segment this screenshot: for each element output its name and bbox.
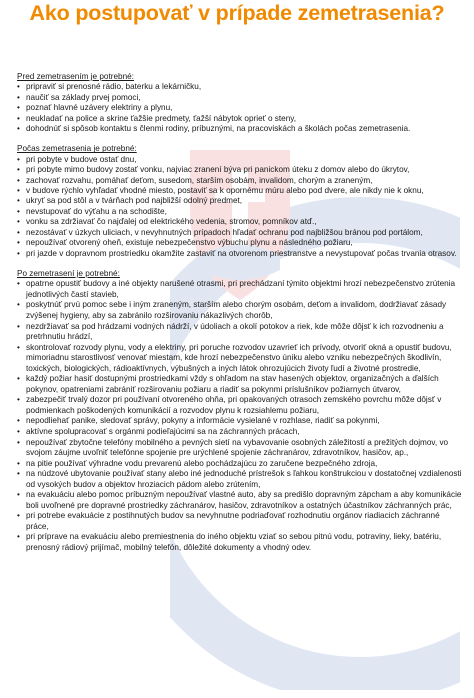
list-item: • nepodliehať panike, sledovať správy, pokyny a informácie vysielané v rozhlase, riadiť sa pokynmi, [17,416,462,427]
section-before-earthquake [17,72,462,134]
list-item: • na pitie používať výhradne vodu prevarenú alebo pochádzajúcu zo zaručene bezpečného zdroja, [17,459,462,470]
list-item: • pripraviť si prenosné rádio, baterku a lekárničku, [17,82,462,92]
section-heading: Po zemetrasení je potrebné: [17,268,120,278]
bullet-list [17,82,462,134]
list-item: • nezostávať v úzkych uliciach, v nevyhnutných prípadoch hľadať ochranu pod najbližšou bránou pod portálom, [17,228,462,238]
list-item: • opatrne opustiť budovy a iné objekty narušené otrasmi, pri prechádzaní týmito objektmi hrozí nebezpečenstvo zrútenia jednotlivých častí stavieb, [17,279,462,300]
list-item: • neukladať na police a skrine ťažšie predmety, ťažší nábytok oprieť o steny, [17,114,462,124]
page-title: Ako postupovať v prípade zemetrasenia? [29,1,445,25]
list-item: • nepoužívať otvorený oheň, existuje nebezpečenstvo výbuchu plynu a následného požiaru, [17,238,462,248]
list-item: • pri potrebe evakuácie z postihnutých budov sa nevyhnutne podriaďovať rozhodnutiu orgánov riadiacich záchranné práce, [17,511,462,532]
list-item: • zachovať rozvahu, pomáhať deťom, susedom, starším osobám, invalidom, chorým a zraneným, [17,176,462,186]
list-item: • pri jazde v dopravnom prostriedku okamžite zastaviť na otvorenom priestranstve a nevystupovať počas trvania otrasov. [17,249,462,259]
list-item: • ukryť sa pod stôl a v tvárňach pod najbližší odolný predmet, [17,196,462,206]
section-during-earthquake [17,144,462,258]
list-item: • pri pobyte mimo budovy zostať vonku, najviac zranení býva pri panickom úteku z domov alebo do úkrytov, [17,165,462,175]
list-item: • nezdržiavať sa pod hrádzami vodných nádrží, v údoliach a okolí potokov a riek, kde môže dôjsť k ich rozvodneniu a pretrhnutiu hrádzí, [17,322,462,343]
bullet-list [17,279,462,553]
document-body [17,72,462,554]
list-item: • na evakuáciu alebo pomoc príbuzným nepoužívať vlastné auto, aby sa predišlo dopravným zápcham a aby komunikácie boli uvoľnené pre dopravné prostriedky záchranárov, hasičov, zdravotníkov a ostatných účastníkov záchranných prác, [17,490,462,511]
list-item: • poskytnúť prvú pomoc sebe i iným zraneným, starším alebo chorým osobám, deťom a invalidom, dodržiavať zásady zvýšenej hygieny, aby sa zabránilo rozširovaniu nákazlivých chorôb, [17,300,462,321]
list-item: • nevstupovať do výťahu a na schodište, [17,207,462,217]
list-item: • v budove rýchlo vyhľadať vhodné miesto, postaviť sa k opornému múru alebo pod dvere, ale nikdy nie k oknu, [17,186,462,196]
list-item: • skontrolovať rozvody plynu, vody a elektriny, pri poruche rozvodov uzavrieť ich prívody, otvoriť okná a opustiť budovu, mimoriadnu starostlivosť venovať miestam, kde hrozí nebezpečenstvo úniku alebo vzniku nebezpečných škodlivín, toxických, biologických, rádioaktívnych, výbušných a iných látok ohrozujúcich životy ľudí a životné prostredie, [17,343,462,375]
list-item: • na núdzové ubytovanie používať stany alebo iné jednoduché prístrešok s ľahkou konštrukciou v dostatočnej vzdialenosti od vysokých budov a objektov hroziacich pádom alebo zrútením, [17,469,462,490]
section-after-earthquake [17,269,462,554]
bullet-list [17,155,462,259]
list-item: • poznať hlavné uzávery elektriny a plynu, [17,103,462,113]
section-heading: Pred zemetrasením je potrebné: [17,72,134,81]
list-item: • pri pobyte v budove ostať dnu, [17,155,462,165]
section-heading: Počas zemetrasenia je potrebné: [17,144,137,154]
list-item: • aktívne spolupracovať s orgánmi podieľajúcimi sa na záchranných prácach, [17,427,462,438]
list-item: • zabezpečiť trvalý dozor pri používaní otvoreného ohňa, pri opakovaných otrasoch zemského povrchu môže dôjsť v podmienkach poškodených komunikácií a rozvodov plynu k rozsiahlemu požiaru, [17,395,462,416]
list-item: • každý požiar hasiť dostupnými prostriedkami vždy s ohľadom na stav hasených objektov, organizačných a ďalších pokynov, opatreniami zabrániť rozširovaniu požiaru a riadiť sa pokynmi príslušníkov požiarnych útvarov, [17,374,462,395]
list-item: • nepoužívať zbytočne telefóny mobilného a pevných sietí na vybavovanie osobných záležitostí a prežitých dojmov, vo svojom záujme uvoľniť telefónne spojenie pre urýchlené spojenie záchranárov, zdravotníkov, hasičov, ap., [17,438,462,459]
list-item: • naučiť sa základy prvej pomoci, [17,93,462,103]
list-item: • pri príprave na evakuáciu alebo premiestnenia do iného objektu vziať so sebou pitnú vodu, potraviny, lieky, batériu, prenosný rádiový prijímač, mobilný telefón, dôležité dokumenty a vhodný odev. [17,532,462,553]
list-item: • dohodnúť si spôsob kontaktu s členmi rodiny, príbuznými, na pracoviskách a školách počas zemetrasenia. [17,124,462,134]
list-item: • vonku sa zdržiavať čo najďalej od elektrického vedenia, stromov, pomníkov atď., [17,217,462,227]
